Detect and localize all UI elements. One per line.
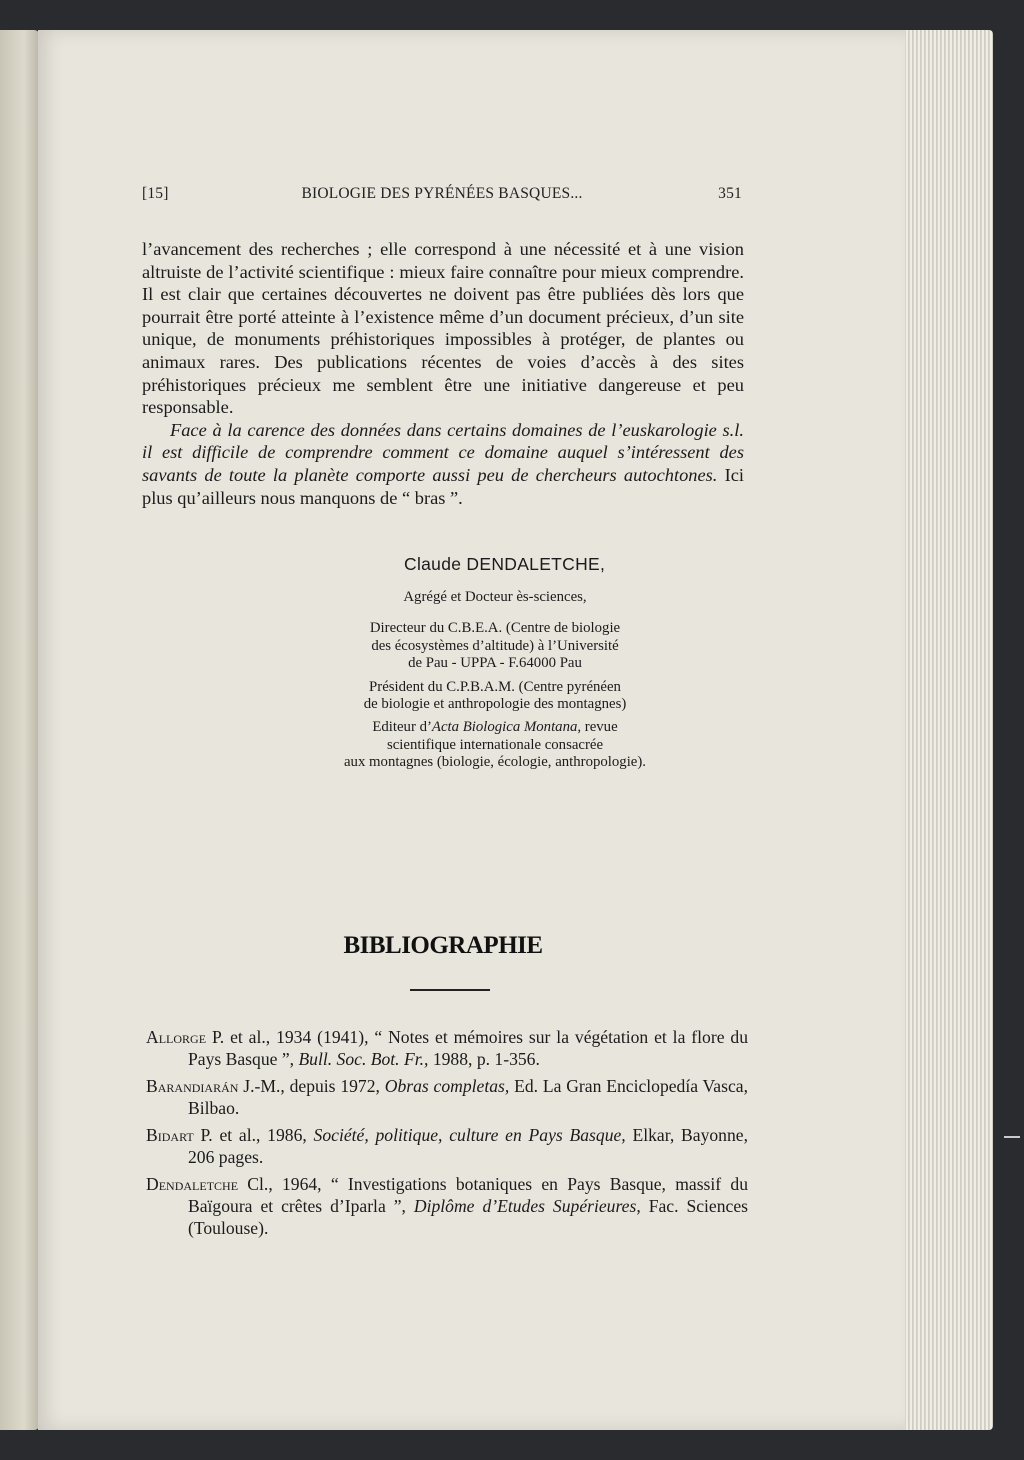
reference-source: Bull. Soc. Bot. Fr., (298, 1049, 429, 1069)
paragraph-2 (142, 419, 744, 509)
affiliation-line: de biologie et anthropologie des montagnes) (363, 696, 627, 713)
author-title: Agrégé et Docteur ès-sciences, (403, 589, 587, 605)
reference-item (146, 1075, 748, 1119)
reference-details: Fac. Sciences (Toulouse). (188, 1196, 749, 1238)
affiliation-line (330, 719, 660, 736)
reference-source: Société, politique, culture en Pays Basque, (313, 1125, 626, 1145)
paragraph-2-rest: Ici plus qu’ailleurs nous manquons de “ bras ”. (142, 464, 744, 508)
reference-source: Diplôme d’Etudes Supérieures, (413, 1196, 641, 1216)
affiliation-cbea (330, 620, 660, 672)
editor-prefix: Editeur d’ (372, 719, 432, 736)
reference-source: Obras completas, (384, 1076, 510, 1096)
affiliation-cpbam (330, 679, 660, 714)
reference-text: Cl., 1964, “ Investigations botaniques en Pays Basque, massif du Baïgoura et crêtes d’Iparla ”, (188, 1174, 748, 1216)
affiliation-line: de Pau - UPPA - F.64000 Pau (408, 655, 582, 672)
running-header (142, 185, 742, 209)
journal-title: Acta Biologica Montana, (431, 719, 582, 736)
running-title: BIOLOGIE DES PYRÉNÉES BASQUES... (301, 185, 583, 202)
reference-text: P. et al., 1986, (193, 1125, 314, 1145)
reference-item (146, 1173, 748, 1239)
reference-author: Bidart (146, 1125, 194, 1145)
reference-item (146, 1026, 748, 1070)
reference-details: Ed. La Gran Enciclopedía Vasca, Bilbao. (188, 1076, 748, 1118)
affiliation-line: Directeur du C.B.E.A. (Centre de biologie (369, 620, 621, 637)
reference-author: Dendaletche (146, 1174, 239, 1194)
reference-item (146, 1124, 748, 1168)
affiliation-line: des écosystèmes d’altitude) à l’Université (371, 637, 619, 654)
page-number: 351 (718, 185, 742, 202)
affiliation-line: Président du C.P.B.A.M. (Centre pyrénéen (369, 678, 621, 695)
left-page-edge (0, 30, 40, 1430)
reference-details: 1988, p. 1-356. (428, 1049, 540, 1069)
reference-text: J.-M., depuis 1972, (238, 1076, 385, 1096)
bibliography-heading: BIBLIOGRAPHIE (343, 932, 543, 959)
reference-author: Allorge (146, 1027, 207, 1047)
page-stack-edges (905, 30, 993, 1430)
scan-marker (1004, 1136, 1020, 1138)
paragraph-2-italic: Face à la carence des données dans certains domaines de l’euskarologie s.l. il est difficile de comprendre comment ce domaine auquel s’intéressent des savants de toute la planète comporte aussi peu de chercheurs autochtones. (142, 419, 744, 485)
paragraph-1: l’avancement des recherches ; elle correspond à une nécessité et à une vision altruiste de l’activité scientifique : mieux faire connaître pour mieux comprendre. Il est clair que certaines découvertes ne doivent pas être publiées dès lors que pourrait être porté atteinte à l’existence même d’un document précieux, d’un site unique, de monuments préhistoriques impossibles à protéger, de plantes ou animaux rares. Des publications récentes de voies d’accès à des sites préhistoriques précieux me semblent être une initiative dangereuse et peu responsable. (142, 239, 744, 418)
author-title-block (330, 589, 660, 606)
heading-rule (410, 989, 490, 991)
reference-details: Elkar, Bayonne, 206 pages. (188, 1125, 748, 1167)
reference-author: Barandiarán (146, 1076, 239, 1096)
author-signature (330, 554, 660, 778)
reference-text: P. et al., 1934 (1941), “ Notes et mémoires sur la végétation et la flore du Pays Basque ”, (188, 1027, 748, 1069)
body-text (142, 238, 744, 509)
author-name: Claude DENDALETCHE, (404, 554, 606, 574)
affiliation-line: aux montagnes (biologie, écologie, anthropologie). (343, 754, 647, 771)
affiliation-line: scientifique internationale consacrée (386, 736, 604, 753)
section-number: [15] (142, 185, 169, 202)
affiliation-editor (330, 719, 660, 771)
editor-suffix: revue (581, 719, 618, 736)
reference-list (146, 1026, 748, 1244)
